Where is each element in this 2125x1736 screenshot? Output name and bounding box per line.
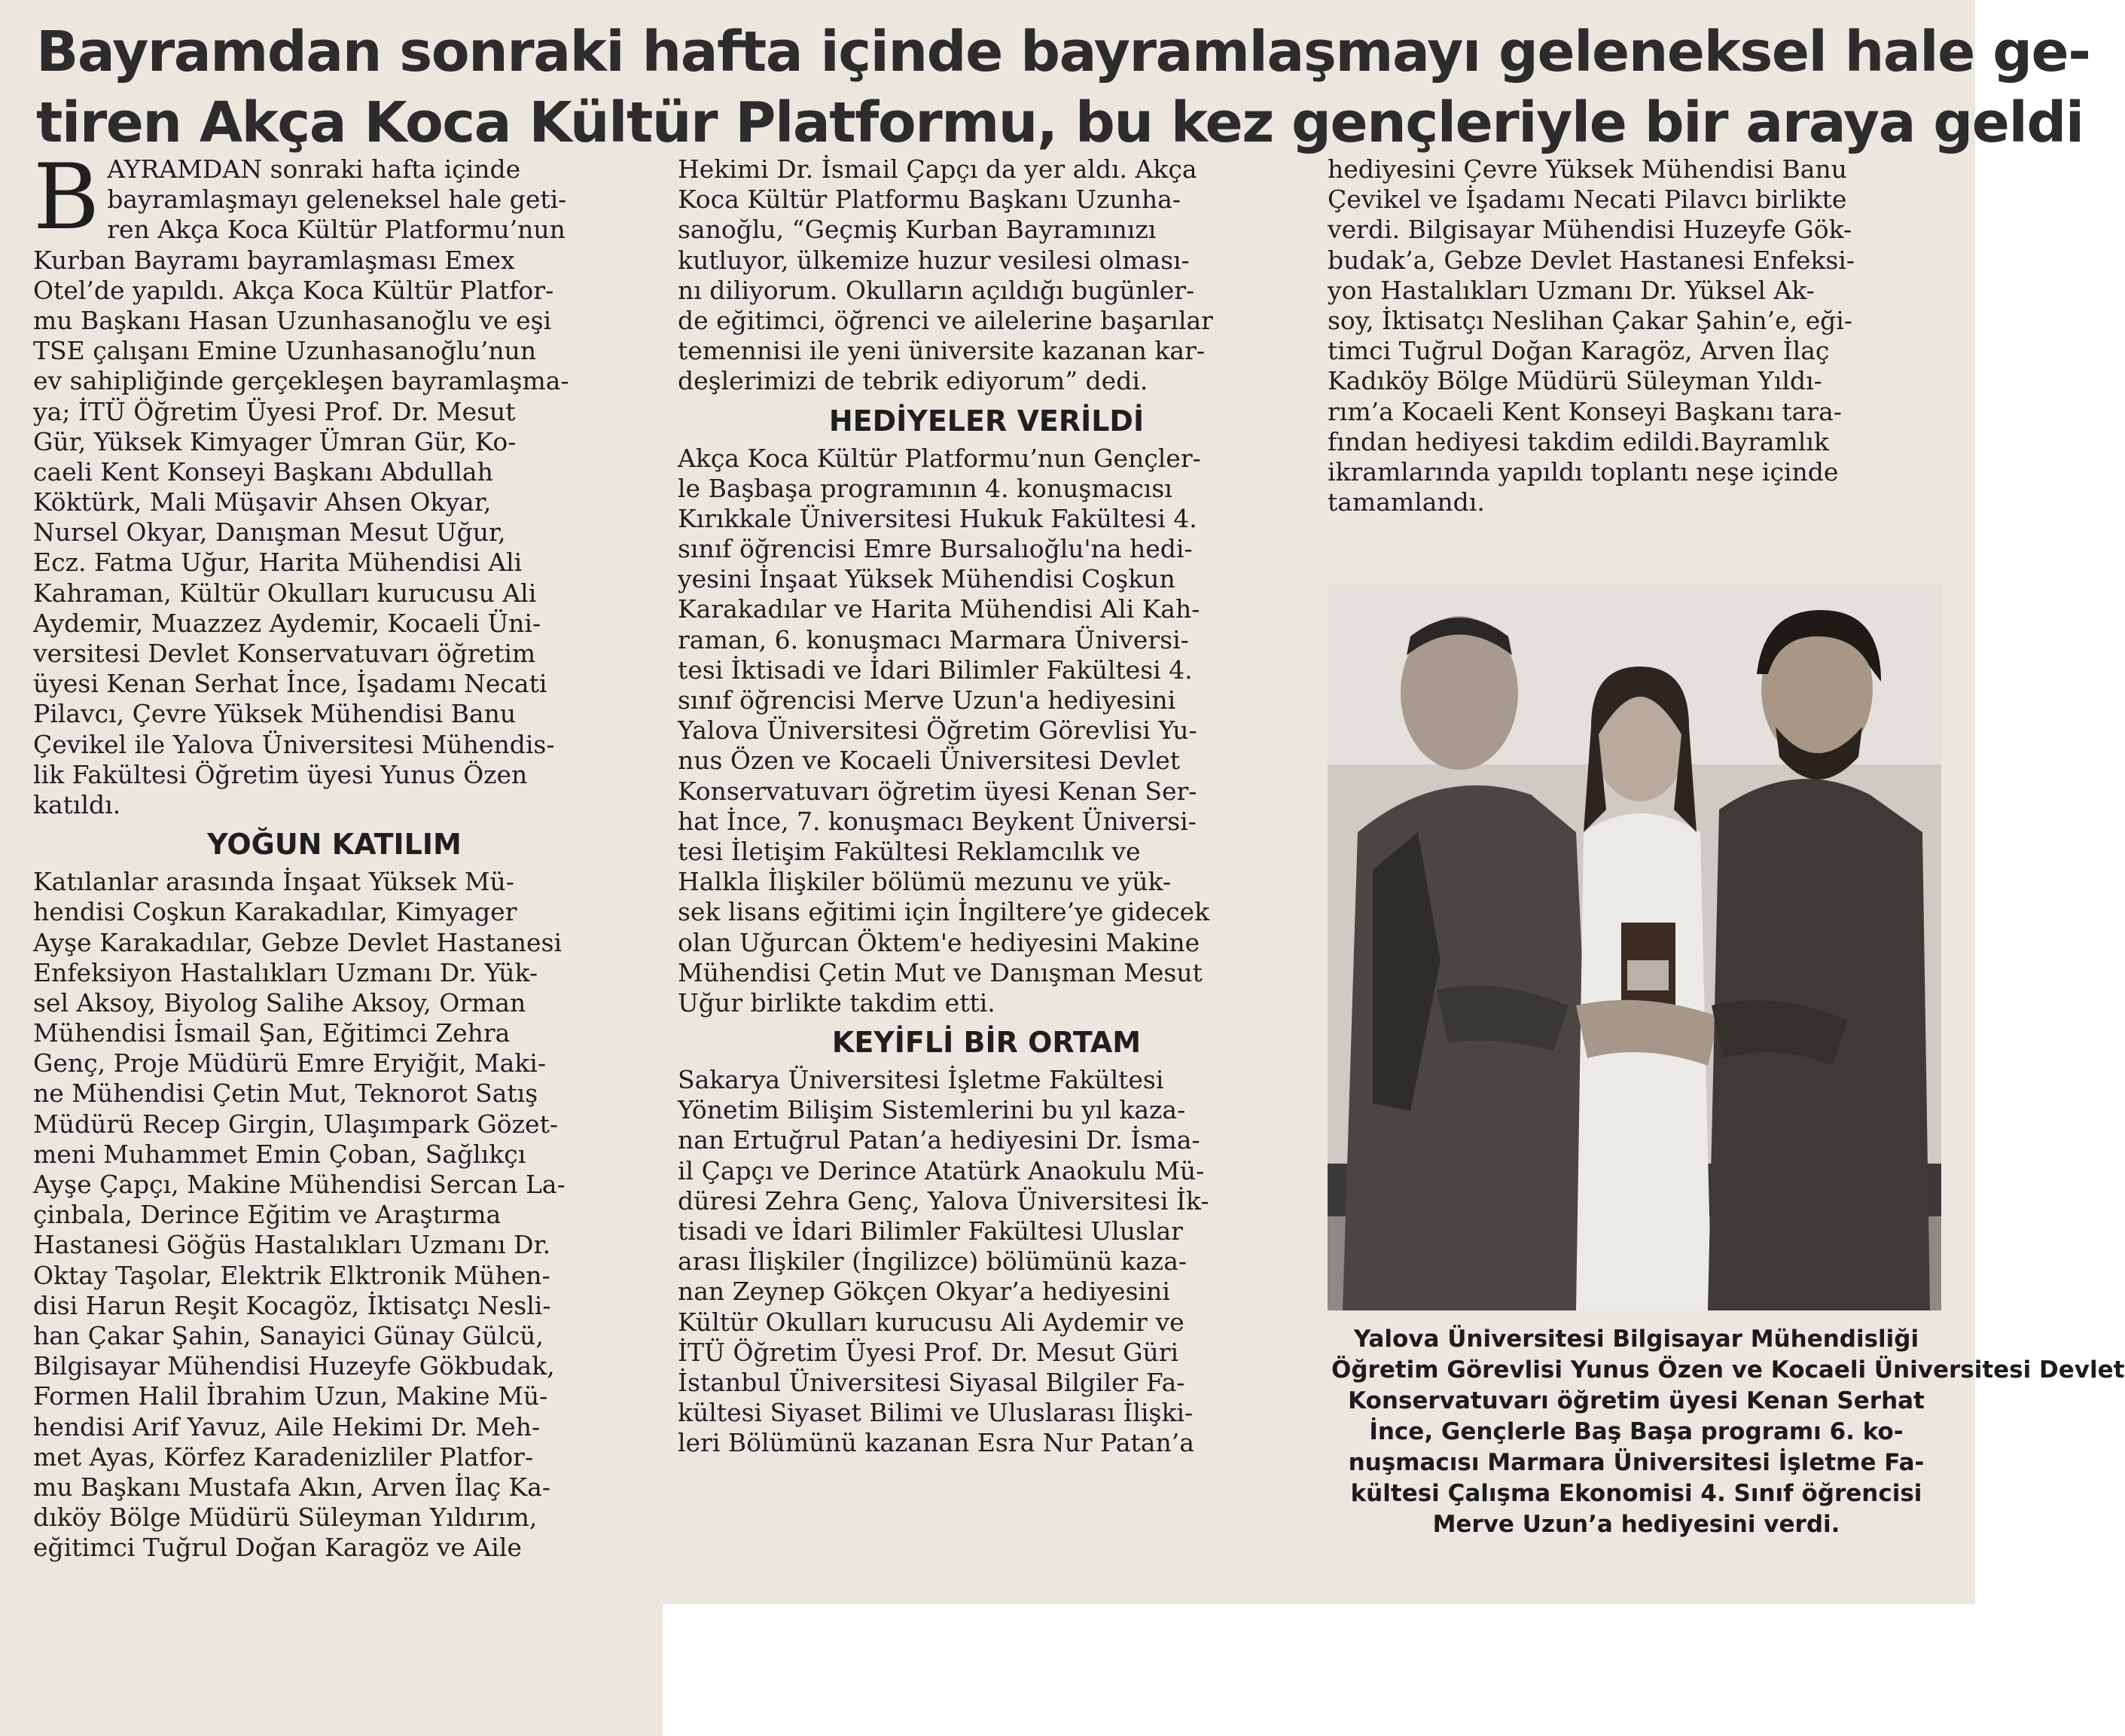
headline <box>36 17 2090 158</box>
text-line: hendisi Coşkun Karakadılar, Kimyager <box>33 897 517 927</box>
text-line: eğitimci Tuğrul Doğan Karagöz ve Aile <box>33 1533 522 1563</box>
caption-line: kültesi Çalışma Ekonomisi 4. Sınıf öğrencisi <box>1350 1480 1922 1507</box>
text-line: AYRAMDAN sonraki hafta içinde <box>107 154 521 184</box>
text-line: Bilgisayar Mühendisi Huzeyfe Gökbudak, <box>33 1351 555 1381</box>
text-line: ev sahipliğinde gerçekleşen bayramlaşma- <box>33 366 569 396</box>
caption-line: Konservatuvarı öğretim üyesi Kenan Serhat <box>1348 1387 1925 1414</box>
text-line: ya; İTÜ Öğretim Üyesi Prof. Dr. Mesut <box>33 396 516 426</box>
photo-caption <box>1331 1324 2125 1540</box>
paragraph-gifts <box>678 444 1295 1019</box>
text-line: Sakarya Üniversitesi İşletme Fakültesi <box>678 1065 1164 1095</box>
text-line: Yönetim Bilişim Sistemlerini bu yıl kaza- <box>678 1095 1186 1125</box>
text-line: katıldı. <box>33 789 121 819</box>
text-line: sınıf öğrencisi Emre Bursalıoğlu'na hedi- <box>678 534 1193 564</box>
news-photo <box>1328 584 1941 1310</box>
text-line: çinbala, Derince Eğitim ve Araştırma <box>33 1200 502 1230</box>
text-line: meni Muhammet Emin Çoban, Sağlıkçı <box>33 1139 526 1169</box>
text-line: mu Başkanı Hasan Uzunhasanoğlu ve eşi <box>33 305 552 335</box>
text-line: TSE çalışanı Emine Uzunhasanoğlu’nun <box>33 336 537 366</box>
text-line: raman, 6. konuşmacı Marmara Üniversi- <box>678 624 1189 654</box>
text-line: ren Akça Koca Kültür Platformu’nun <box>107 215 566 245</box>
text-line: Oktay Taşolar, Elektrik Elktronik Mühen- <box>33 1260 550 1290</box>
text-line: Nursel Okyar, Danışman Mesut Uğur, <box>33 517 506 548</box>
text-line: düresi Zehra Genç, Yalova Üniversitesi İk- <box>678 1185 1209 1216</box>
caption-line: Yalova Üniversitesi Bilgisayar Mühendisliği <box>1353 1326 1919 1353</box>
caption-line: Merve Uzun’a hediyesini verdi. <box>1432 1511 1840 1538</box>
text-line: sınıf öğrencisi Merve Uzun'a hediyesini <box>678 685 1176 715</box>
text-line: nus Özen ve Kocaeli Üniversitesi Devlet <box>678 746 1181 776</box>
subhead-keyifli-bir-ortam: KEYİFLİ BİR ORTAM <box>831 1026 1142 1060</box>
text-line: lik Fakültesi Öğretim üyesi Yunus Özen <box>33 759 528 789</box>
text-line: kültesi Siyaset Bilimi ve Uluslarası İlişki- <box>678 1398 1194 1428</box>
text-line: üyesi Kenan Serhat İnce, İşadamı Necati <box>33 669 547 699</box>
text-line: tesi İletişim Fakültesi Reklamcılık ve <box>678 836 1141 866</box>
text-line: soy, İktisatçı Neslihan Çakar Şahin’e, eği- <box>1328 305 1852 335</box>
text-line: Kurban Bayramı bayramlaşması Emex <box>33 245 515 275</box>
text-line: hat İnce, 7. konuşmacı Beykent Üniversi- <box>678 806 1197 836</box>
subhead-hediyeler-verildi: HEDİYELER VERİLDİ <box>828 404 1145 438</box>
text-line: Kadıköy Bölge Müdürü Süleyman Yıldı- <box>1328 366 1822 396</box>
text-line: met Ayas, Körfez Karadenizliler Platfor- <box>33 1442 534 1472</box>
text-line: deşlerimizi de tebrik ediyorum” dedi. <box>678 366 1148 396</box>
text-line: bayramlaşmayı geleneksel hale geti- <box>107 185 567 215</box>
text-line: budak’a, Gebze Devlet Hastanesi Enfeksi- <box>1328 245 1855 275</box>
text-line: Formen Halil İbrahim Uzun, Makine Mü- <box>33 1381 548 1411</box>
text-line: Hastanesi Göğüs Hastalıkları Uzmanı Dr. <box>33 1230 551 1260</box>
paragraph-closing <box>1328 154 1945 517</box>
text-line: leri Bölümünü kazanan Esra Nur Patan’a <box>678 1428 1194 1458</box>
text-line: verdi. Bilgisayar Mühendisi Huzeyfe Gök- <box>1328 215 1852 245</box>
text-line: tamamlandı. <box>1328 487 1485 517</box>
caption-line: Öğretim Görevlisi Yunus Özen ve Kocaeli Üniversitesi Devlet <box>1331 1356 2125 1384</box>
text-line: olan Uğurcan Öktem'e hediyesini Makine <box>678 927 1200 957</box>
text-line: Çevikel ve İşadamı Necati Pilavcı birlikte <box>1328 185 1847 215</box>
subhead-yogun-katilim: YOĞUN KATILIM <box>207 828 462 862</box>
caption-line: İnce, Gençlerle Baş Başa programı 6. ko- <box>1369 1418 1904 1445</box>
text-line: sanoğlu, “Geçmiş Kurban Bayramınızı <box>678 215 1157 245</box>
text-line: Katılanlar arasında İnşaat Yüksek Mü- <box>33 867 514 897</box>
text-line: yesini İnşaat Yüksek Mühendisi Coşkun <box>678 564 1175 594</box>
text-line: arası İlişkiler (İngilizce) bölümünü kaza- <box>678 1246 1188 1277</box>
text-line: mu Başkanı Mustafa Akın, Arven İlaç Ka- <box>33 1472 551 1502</box>
text-line: Konservatuvarı öğretim üyesi Kenan Ser- <box>678 776 1197 806</box>
text-line: hediyesini Çevre Yüksek Mühendisi Banu <box>1328 154 1847 184</box>
text-line: Karakadılar ve Harita Mühendisi Ali Kah- <box>678 594 1200 624</box>
text-line: Ayşe Çapçı, Makine Mühendisi Sercan La- <box>33 1170 566 1199</box>
text-line: Kültür Okulları kurucusu Ali Aydemir ve <box>678 1307 1184 1337</box>
text-line: timci Tuğrul Doğan Karagöz, Arven İlaç <box>1328 336 1830 366</box>
text-line: Köktürk, Mali Müşavir Ahsen Okyar, <box>33 487 492 517</box>
drop-cap: B <box>33 145 100 250</box>
clipping-tail <box>0 1597 663 1736</box>
text-line: caeli Kent Konseyi Başkanı Abdullah <box>33 456 493 487</box>
text-line: de eğitimci, öğrenci ve ailelerine başarılar <box>678 305 1213 335</box>
text-line: il Çapçı ve Derince Atatürk Anaokulu Mü- <box>678 1155 1205 1185</box>
text-line: le Başbaşa programının 4. konuşmacısı <box>678 473 1172 503</box>
text-line: Otel’de yapıldı. Akça Koca Kültür Platfor- <box>33 275 554 305</box>
text-line: Koca Kültür Platformu Başkanı Uzunha- <box>678 185 1181 215</box>
article-column-1 <box>33 145 636 1563</box>
paragraph-speech <box>678 154 1295 397</box>
text-line: fından hediyesi takdim edildi.Bayramlık <box>1328 426 1829 456</box>
text-line: Yalova Üniversitesi Öğretim Görevlisi Yu- <box>678 715 1197 746</box>
text-line: Müdürü Recep Girgin, Ulaşımpark Gözet- <box>33 1109 558 1139</box>
paragraph-intro <box>33 246 636 821</box>
photo-illustration <box>1328 584 1941 1310</box>
text-line: Uğur birlikte takdim etti. <box>678 987 995 1017</box>
text-line: Aydemir, Muazzez Aydemir, Kocaeli Üni- <box>33 608 541 638</box>
text-line: İstanbul Üniversitesi Siyasal Bilgiler Fa- <box>678 1367 1185 1397</box>
text-line: temennisi ile yeni üniversite kazanan kar- <box>678 336 1206 366</box>
text-line: Gür, Yüksek Kimyager Ümran Gür, Ko- <box>33 426 517 456</box>
article-column-2 <box>678 154 1295 1459</box>
text-line: ikramlarında yapıldı toplantı neşe içinde <box>1328 456 1839 487</box>
text-line: Akça Koca Kültür Platformu’nun Gençler- <box>678 443 1201 473</box>
text-line: disi Harun Reşit Kocagöz, İktisatçı Nesli- <box>33 1290 551 1320</box>
paragraph-attendees <box>33 867 636 1563</box>
text-line: hendisi Arif Yavuz, Aile Hekimi Dr. Meh- <box>33 1411 541 1442</box>
text-line: sel Aksoy, Biyolog Salihe Aksoy, Orman <box>33 987 526 1017</box>
text-line: Ayşe Karakadılar, Gebze Devlet Hastanesi <box>33 927 562 957</box>
text-line: Ecz. Fatma Uğur, Harita Mühendisi Ali <box>33 548 523 578</box>
text-line: nan Zeynep Gökçen Okyar’a hediyesini <box>678 1277 1170 1307</box>
text-line: kutluyor, ülkemize huzur vesilesi olması- <box>678 245 1190 275</box>
text-line: Kırıkkale Üniversitesi Hukuk Fakültesi 4. <box>678 503 1197 533</box>
text-line: Mühendisi Çetin Mut ve Danışman Mesut <box>678 957 1203 987</box>
text-line: Genç, Proje Müdürü Emre Eryiğit, Maki- <box>33 1048 546 1079</box>
text-line: yon Hastalıkları Uzmanı Dr. Yüksel Ak- <box>1328 275 1815 305</box>
text-line: Halkla İlişkiler bölümü mezunu ve yük- <box>678 867 1172 897</box>
text-line: nı diliyorum. Okulların açıldığı bugünler- <box>678 275 1195 305</box>
text-line: tisadi ve İdari Bilimler Fakültesi Uluslar <box>678 1216 1183 1246</box>
text-line: dıköy Bölge Müdürü Süleyman Yıldırım, <box>33 1503 538 1533</box>
text-line: İTÜ Öğretim Üyesi Prof. Dr. Mesut Güri <box>678 1337 1179 1367</box>
caption-line: nuşmacısı Marmara Üniversitesi İşletme Fa- <box>1348 1449 1925 1476</box>
text-line: Hekimi Dr. İsmail Çapçı da yer aldı. Akça <box>678 154 1197 184</box>
text-line: versitesi Devlet Konservatuvarı öğretim <box>33 639 536 668</box>
text-line: Pilavcı, Çevre Yüksek Mühendisi Banu <box>33 699 517 729</box>
article-column-3 <box>1328 154 1945 517</box>
text-line: Çevikel ile Yalova Üniversitesi Mühendis- <box>33 729 555 759</box>
text-line: Kahraman, Kültür Okulları kurucusu Ali <box>33 578 537 608</box>
text-line: ne Mühendisi Çetin Mut, Teknorot Satış <box>33 1079 538 1109</box>
text-line: sek lisans eğitimi için İngiltere’ye gidecek <box>678 897 1210 927</box>
text-line: Enfeksiyon Hastalıkları Uzmanı Dr. Yük- <box>33 957 538 987</box>
headline-line: Bayramdan sonraki hafta içinde bayramlaşmayı geleneksel hale ge- <box>36 20 2090 84</box>
text-line: tesi İktisadi ve İdari Bilimler Fakültesi 4. <box>678 654 1193 685</box>
paragraph-ambience <box>678 1065 1295 1458</box>
text-line: rım’a Kocaeli Kent Konseyi Başkanı tara- <box>1328 396 1842 426</box>
text-line: nan Ertuğrul Patan’a hediyesini Dr. İsma- <box>678 1125 1200 1155</box>
text-line: han Çakar Şahin, Sanayici Günay Gülcü, <box>33 1320 544 1350</box>
headline-line: tiren Akça Koca Kültür Platformu, bu kez gençleriyle bir araya geldi <box>36 90 2084 155</box>
text-line: Mühendisi İsmail Şan, Eğitimci Zehra <box>33 1018 511 1048</box>
